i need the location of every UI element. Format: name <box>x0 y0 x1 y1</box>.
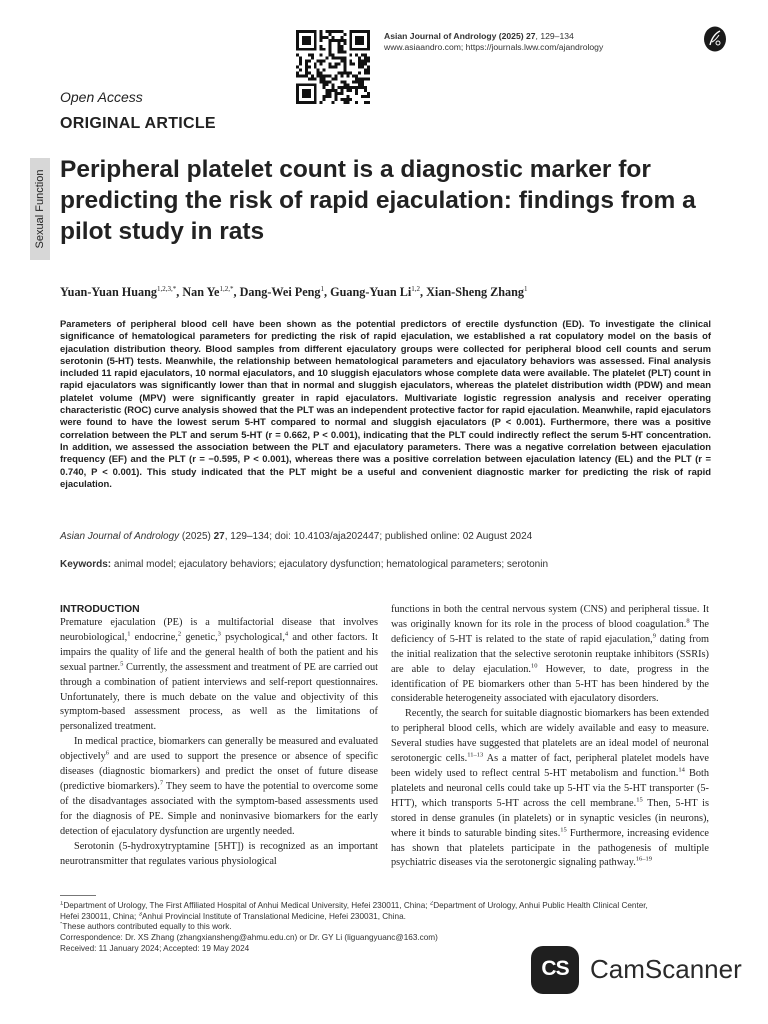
footnote-line: Received: 11 January 2024; Accepted: 19 May 2024 <box>60 943 250 953</box>
reference-marker: * <box>60 922 63 928</box>
section-heading-introduction: INTRODUCTION <box>60 604 140 615</box>
author-affiliation: 1 <box>320 284 324 293</box>
open-access-label: Open Access <box>60 89 143 105</box>
reference-marker: 7 <box>159 779 164 787</box>
reference-marker: 2 <box>429 901 434 907</box>
body-paragraph: Recently, the search for suitable diagnostic biomarkers has been extended to peripheral blood cells, which are widely available and easy to measure. Several studies have suggested that platelets are an ideal model of neuronal serotonergic cells.$^{11-13}$ As a matter of fact, peripheral platelet models have been widely used to reflect central 5-HT metabolism and function.$^{14}$ Both platelets and neuronal cells could take up 5-HT via the 5-HT transporter (5-HTT), which transports 5-HT across the cell membrane.$^{15}$ Then, 5-HT is stored in dense granules (in platelets) or in synaptic vesicles (in neurons), where it binds to saturable binding sites.$^{15}$ Furthermore, increasing evidence has shown that platelets participate in the pathogenesis of multiple psychiatric diseases via the serotonergic signaling pathway.$^{16-19}$ <box>391 708 710 869</box>
reference-marker: 14 <box>678 766 685 774</box>
body-column-right <box>391 603 709 871</box>
reference-marker: 5 <box>120 660 124 668</box>
author-name: Guang-Yuan Li <box>330 285 412 299</box>
reference-marker: 16–19 <box>635 855 653 863</box>
reference-marker: 1 <box>60 901 64 907</box>
author-affiliation: 1,2,* <box>219 284 234 293</box>
body-column-left <box>60 603 378 869</box>
body-paragraph: functions in both the central nervous system (CNS) and peripheral tissue. It was originally known for its role in the process of blood coagulation.$^8$ The deficiency of 5-HT is related to the state of rapid ejaculation,$^9$ dating from the initial realization that the selective serotonin reuptake inhibitors (SSRIs) are able to delay ejaculation.$^{10}$ However, to date, progress in the identification of PE biomarkers other than 5-HT has been hindered by the considerable heterogeneity associated with ejaculatory disorders. <box>391 604 709 705</box>
keywords-text: animal model; ejaculatory behaviors; ejaculatory dysfunction; hematological parameters; serotonin <box>111 559 549 570</box>
footnote-line: Hefei 230011, China; $^3$Anhui Provincial Institute of Translational Medicine, Hefei 230031, China. <box>60 911 406 921</box>
keywords <box>60 559 548 570</box>
reference-marker: 11–13 <box>467 751 484 759</box>
journal-volume: 27 <box>525 31 536 41</box>
reference-marker: 10 <box>531 662 538 670</box>
footnotes <box>60 901 720 955</box>
citation-volume: 27 <box>213 531 225 542</box>
body-paragraph: Premature ejaculation (PE) is a multifactorial disease that involves neurobiological,$^1$ endocrine,$^2$ genetic,$^3$ psychological,$^4$ and other factors. It impairs the quality of life and the general health of both the patient and his sexual partner.$^5$ Currently, the assessment and treatment of PE are carried out through a combination of patient interviews and self-report questionnaires. Unfortunately, there is much debate on the value and objectivity of this symptom-based assessment process, as well as the limitations of personalized treatment. <box>60 617 379 733</box>
reference-marker: 15 <box>560 826 567 834</box>
qr-code-icon <box>296 30 370 104</box>
author-name: Dang-Wei Peng <box>239 285 321 299</box>
reference-marker: 3 <box>138 911 142 917</box>
journal-header <box>384 31 603 53</box>
section-label: Sexual Function <box>34 169 46 249</box>
camscanner-logo-icon <box>531 946 579 994</box>
reference-marker: 8 <box>686 617 690 625</box>
reference-marker: 2 <box>177 630 182 638</box>
author-affiliation: 1,2,3,* <box>157 284 177 293</box>
citation-rest: , 129–134; doi: 10.4103/aja202447; published online: 02 August 2024 <box>224 531 533 542</box>
journal-pages: , 129–134 <box>535 31 574 41</box>
journal-title: Asian Journal of Andrology (2025) <box>384 31 524 41</box>
reference-marker: 3 <box>217 630 221 638</box>
author-name: Xian-Sheng Zhang <box>426 285 524 299</box>
footnote-divider <box>60 895 96 896</box>
author-list: Yuan-Yuan Huang$^{1,2,3,*}$, Nan $Ye^{1,2,*}$, Dang-Wei Peng$^1$, Guang-Yuan Li$^{1,2}$, Xian-Sheng Zhang$^1$ <box>60 284 528 299</box>
keywords-label: Keywords: <box>60 559 112 570</box>
abstract: Parameters of peripheral blood cell have been shown as the potential predictors of erectile dysfunction (ED). To investigate the clinical significance of hematological parameters for predicting the risk of rapid ejaculation, we established a rat copulatory model on the basis of ejaculation distribution theory. Blood samples from different ejaculatory groups were collected for peripheral blood cell counts and serum serotonin (5-HT) tests. Meanwhile, the relationship between hematological parameters and ejaculatory behaviors was assessed. Final analysis included 11 rapid ejaculators, 10 normal ejaculators, and 10 sluggish ejaculators whose complete data were available. The platelet (PLT) count in rapid ejaculators was significantly lower than that in normal and sluggish ejaculators, whereas the platelet distribution width (PDW) and mean platelet volume (MPV) were significantly greater in rapid ejaculators. Multivariate logistic regression analysis and receiver operating characteristic (ROC) curve analysis showed that the PLT was an independent protective factor for rapid ejaculation. Meanwhile, rapid ejaculators were found to have the lowest serum 5-HT compared to normal and sluggish ejaculators (P < 0.001). Furthermore, there was a positive correlation between the PLT and serum 5-HT (r = 0.662, P < 0.001), indicating that the PLT could indirectly reflect the serum 5-HT concentration. In addition, we assessed the association between the PLT and ejaculatory parameters. There was a negative correlation between ejaculation frequency (EF) and the PLT (r = −0.595, P < 0.001), whereas there was a positive correlation between ejaculation latency (EL) and the PLT (r = 0.740, P < 0.001). This study indicated that the PLT might be a useful and convenient diagnostic marker for predicting the risk of rapid ejaculation. <box>60 319 711 490</box>
author-affiliation: 1 <box>524 284 528 293</box>
author-name: Yuan-Yuan Huang <box>60 285 157 299</box>
citation-year: (2025) <box>179 531 214 542</box>
reference-marker: 4 <box>284 630 289 638</box>
author-name: Nan Ye <box>182 285 220 299</box>
footnote-line: *These authors contributed equally to this work. <box>60 922 232 932</box>
citation-journal: Asian Journal of Andrology <box>60 531 180 542</box>
camscanner-brand: CamScanner <box>590 954 742 984</box>
camscanner-logo-text: CS <box>541 957 569 980</box>
reference-marker: 9 <box>652 632 656 640</box>
citation <box>60 531 532 542</box>
article-title: Peripheral platelet count is a diagnostic marker for predicting the risk of rapid ejaculation: findings from a pilot study in rats <box>60 156 696 245</box>
article-type: ORIGINAL ARTICLE <box>60 115 216 132</box>
section-tab <box>30 158 50 260</box>
journal-logo-icon <box>703 25 727 53</box>
footnote-line: Correspondence: Dr. XS Zhang (zhangxiansheng@ahmu.edu.cn) or Dr. GY Li (liguangyuanc@163.com) <box>60 933 438 943</box>
reference-marker: 6 <box>105 749 109 757</box>
reference-marker: 15 <box>636 796 643 804</box>
journal-urls: www.asiaandro.com; https://journals.lww.com/ajandrology <box>384 42 604 52</box>
footnote-line: $^1$Department of Urology, The First Affiliated Hospital of Anhui Medical University, Hefei 230011, China; $^2$Department of Urology, Anhui Public Health Clinical Center, <box>60 901 648 910</box>
author-affiliation: 1,2 <box>411 284 421 293</box>
body-paragraph: In medical practice, biomarkers can generally be measured and evaluated objectively$^6$ and are used to support the presence or absence of specific diseases (diagnostic biomarkers) and predict the onset of future disease (predictive biomarkers).$^7$ They seem to have the potential to overcome some of the disadvantages associated with the symptom-based assessments used for the diagnosis of PE. Simple and noninvasive biomarkers for the early detection of ejaculatory dysfunction are urgently needed. <box>60 736 378 837</box>
body-paragraph: Serotonin (5-hydroxytryptamine [5HT]) is recognized as an important neurotransmitter that regulates various physiological <box>60 840 378 867</box>
reference-marker: 1 <box>127 630 131 638</box>
